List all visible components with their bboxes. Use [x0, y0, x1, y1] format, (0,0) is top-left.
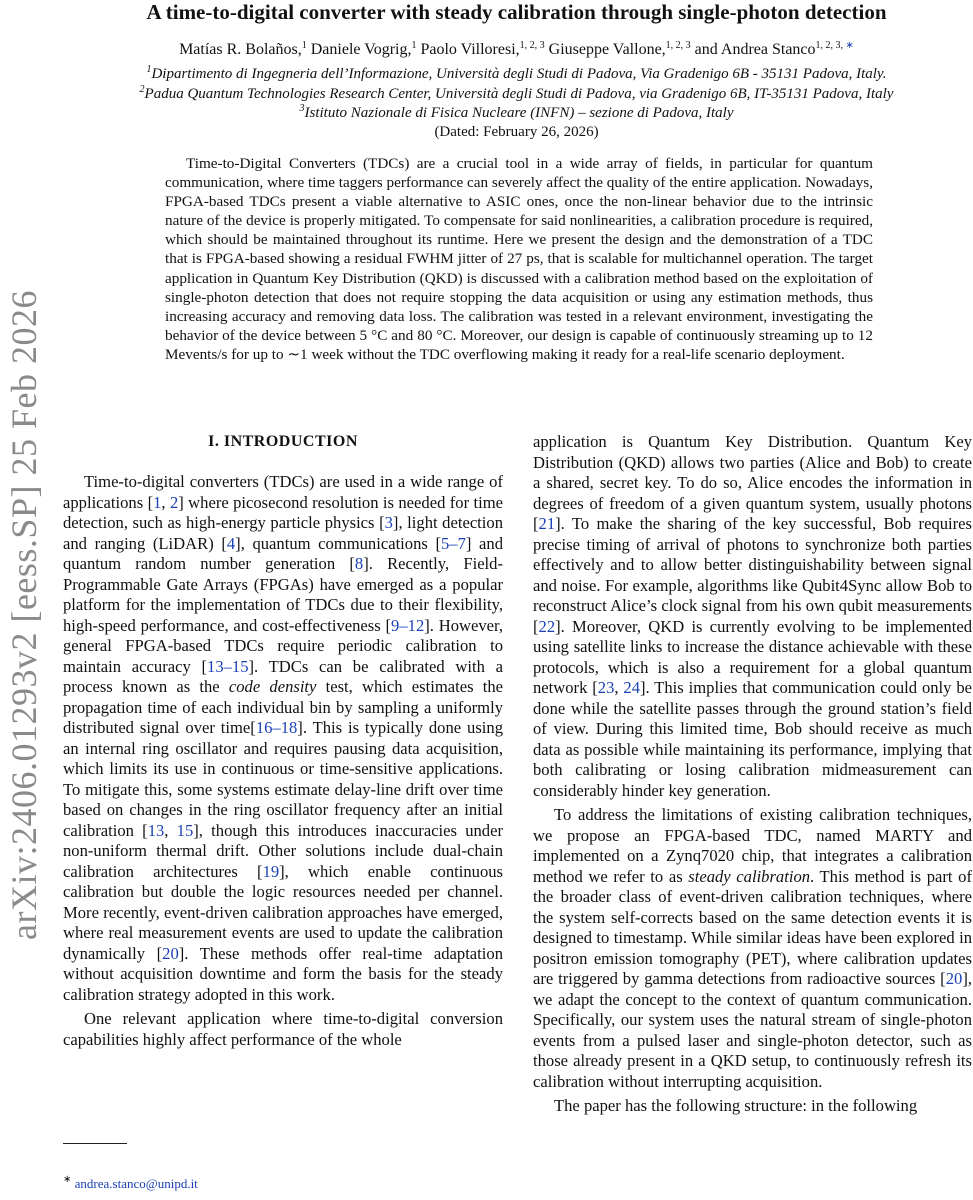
- paragraph: Time-to-digital converters (TDCs) are used in a wide range of applications [1, 2] where picosecond resolution is needed for time detection, such as high-energy particle physics [3], light detection and ranging (LiDAR) [4], quantum communications [5–7] and quantum random number generation [8]. Recently, Field-Programmable Gate Arrays (FPGAs) have emerged as a popular platform for the implementation of TDCs due to their flexibility, high-speed performance, and cost-effectiveness [9–12]. However, general FPGA-based TDCs require periodic calibration to maintain accuracy [13–15]. TDCs can be calibrated with a process known as the code density test, which estimates the propagation time of each individual bin by sampling a uniformly distributed signal over time[16–18]. This is typically done using an internal ring oscillator and requires pausing data acquisition, which limits its use in continuous or time-sensitive applications. To mitigate this, some systems estimate delay-line drift over time based on changes in the ring oscillator frequency after an initial calibration [13, 15], though this introduces inaccuracies under non-uniform thermal drift. Other solutions include dual-chain calibration architectures [19], which enable continuous calibration but double the logic resources needed per channel. More recently, event-driven calibration approaches have emerged, where real measurement events are used to update the calibration dynamically [20]. These methods offer real-time adaptation without acquisition downtime and form the basis for the steady calibration strategy adopted in this work.: [63, 472, 504, 1004]
- paragraph: To address the limitations of existing calibration techniques, we propose an FPGA-based TDC, named MARTY and implemented on a Zynq7020 chip, that integrates a calibration method we refer to as steady calibration. This method is part of the broader class of event-driven calibration techniques, where the system self-corrects based on the same detection events it is designed to timestamp. While similar ideas have been explored in positron emission tomography (PET), where calibration updates are triggered by gamma detections from radioactive sources [20], we adapt the concept to the context of quantum communication. Specifically, our system uses the natural stream of single-photon events from a pulsed laser and single-photon detector, such as those already present in a QKD setup, to continuously refresh its calibration without interrupting acquisition.: [533, 805, 972, 1091]
- citation-link[interactable]: 21: [538, 514, 556, 533]
- corresponding-author-link[interactable]: ∗: [843, 40, 854, 51]
- paper-title: A time-to-digital converter with steady calibration through single-photon detection: [146, 0, 887, 24]
- affiliation-number: 3: [299, 103, 305, 114]
- affiliation-text: Dipartimento di Ingegneria dell’Informazione, Università degli Studi di Padova, Via Gradenigo 6B - 35131 Padova, Italy.: [151, 66, 887, 82]
- paragraph: application is Quantum Key Distribution. Quantum Key Distribution (QKD) allows two parties (Alice and Bob) to create a shared, secret key. To do so, Alice encodes the information in degrees of freedom of a given quantum system, usually photons [21]. To make the sharing of the key successful, Bob requires precise timing of arrival of photons to synchronize both parties effectively and to allow better distinguishability between signal and noise. For example, algorithms like Qubit4Sync allow Bob to reconstruct Alice’s clock signal from his own qubit measurements [22]. Moreover, QKD is currently evolving to be implemented using satellite links to increase the distance achievable with these protocols, which is also a requirement for a global quantum network [23, 24]. This implies that communication could only be done while the satellite passes through the ground station’s field of view. During this limited time, Bob should receive as much data as possible while maintaining its performance, implying that both calibrating or losing calibration midmeasurement can considerably hinder key generation.: [533, 432, 972, 800]
- affiliation-line: [60, 105, 973, 122]
- email-link[interactable]: andrea.stanco@unipd.it: [74, 1176, 198, 1191]
- citation-link[interactable]: 4: [226, 533, 236, 553]
- left-column: [63, 432, 503, 1050]
- citation-link[interactable]: 13: [147, 820, 165, 840]
- affiliation-marker: 1, 2, 3: [665, 40, 691, 51]
- citation-link[interactable]: 2: [169, 492, 179, 512]
- footnote: [63, 1176, 198, 1192]
- citation-link[interactable]: 20: [945, 969, 963, 988]
- section-heading: I. INTRODUCTION: [208, 433, 358, 450]
- author-name: and Andrea Stanco: [690, 41, 816, 58]
- author-list: [60, 41, 973, 59]
- emphasis: steady calibration: [688, 866, 811, 886]
- citation-link[interactable]: 5–7: [441, 533, 466, 553]
- citation-link[interactable]: 13–15: [207, 656, 249, 676]
- affiliation-marker: 1, 2, 3, ∗: [815, 40, 854, 51]
- citation-link[interactable]: 15: [176, 820, 194, 840]
- paragraph: One relevant application where time-to-digital conversion capabilities highly affect performance of the whole: [63, 1009, 503, 1049]
- right-column: [533, 432, 972, 1117]
- citation-link[interactable]: 24: [623, 678, 640, 697]
- author-name: Daniele Vogrig,: [306, 41, 412, 58]
- citation-link[interactable]: 19: [262, 861, 280, 881]
- author-name: Paolo Villoresi,: [416, 41, 520, 58]
- affiliation-number: 2: [139, 84, 145, 95]
- author-name: Matías R. Bolaños,: [179, 41, 302, 58]
- footnote-marker: ∗: [63, 1174, 72, 1185]
- arxiv-identifier-stamp: arXiv:2406.01293v2 [eess.SP] 25 Feb 2026: [4, 290, 44, 940]
- affiliation-marker: 1, 2, 3: [519, 40, 545, 51]
- citation-link[interactable]: 8: [354, 554, 364, 573]
- citation-link[interactable]: 23: [597, 678, 615, 697]
- emphasis: code density: [228, 677, 317, 696]
- citation-link[interactable]: 16–18: [255, 718, 298, 737]
- dated-line: (Dated: February 26, 2026): [434, 124, 599, 140]
- citation-link[interactable]: 20: [162, 943, 179, 963]
- citation-link[interactable]: 9–12: [391, 615, 425, 635]
- author-name: Giuseppe Vallone,: [544, 41, 666, 58]
- citation-link[interactable]: 3: [384, 513, 393, 532]
- citation-link[interactable]: 1: [153, 492, 162, 512]
- paragraph: The paper has the following structure: in the following: [554, 1096, 918, 1115]
- affiliation-marker: 1: [411, 40, 417, 51]
- abstract: [165, 154, 873, 364]
- affiliation-number: 1: [146, 64, 152, 75]
- footnote-divider: [63, 1143, 127, 1144]
- affiliation-text: Istituto Nazionale di Fisica Nucleare (INFN) – sezione di Padova, Italy: [304, 105, 734, 121]
- abstract-text: Time-to-Digital Converters (TDCs) are a crucial tool in a wide array of fields, in particular for quantum communication, where time taggers performance can severely affect the quality of the entire application. Nowadays, FPGA-based TDCs present a viable alternative to ASIC ones, once the non-linear behavior due to the intrinsic nature of the device is properly mitigated. To compensate for said nonlinearities, a calibration procedure is required, which should be maintained throughout its runtime. Here we present the design and the demonstration of a TDC that is FPGA-based showing a residual FWHM jitter of 27 ps, that is scalable for multichannel operation. The target application in Quantum Key Distribution (QKD) is discussed with a calibration method based on the exploitation of single-photon detection that does not require stopping the data acquisition or using any estimation methods, thus increasing accuracy and removing data loss. The calibration was tested in a relevant environment, investigating the behavior of the device between 5 °C and 80 °C. Moreover, our design is capable of continuously streaming up to 12 Mevents/s for up to ∼1 week without the TDC overflowing making it ready for a real-life scenario deployment.: [165, 155, 873, 363]
- citation-link[interactable]: 22: [538, 616, 556, 636]
- affiliation-marker: 1: [301, 40, 307, 51]
- affiliation-text: Padua Quantum Technologies Research Center, Università degli Studi di Padova, via Gradenigo 6B, IT-35131 Padova, Italy: [144, 86, 894, 102]
- affiliation-line: [60, 66, 973, 83]
- affiliation-line: [60, 86, 973, 103]
